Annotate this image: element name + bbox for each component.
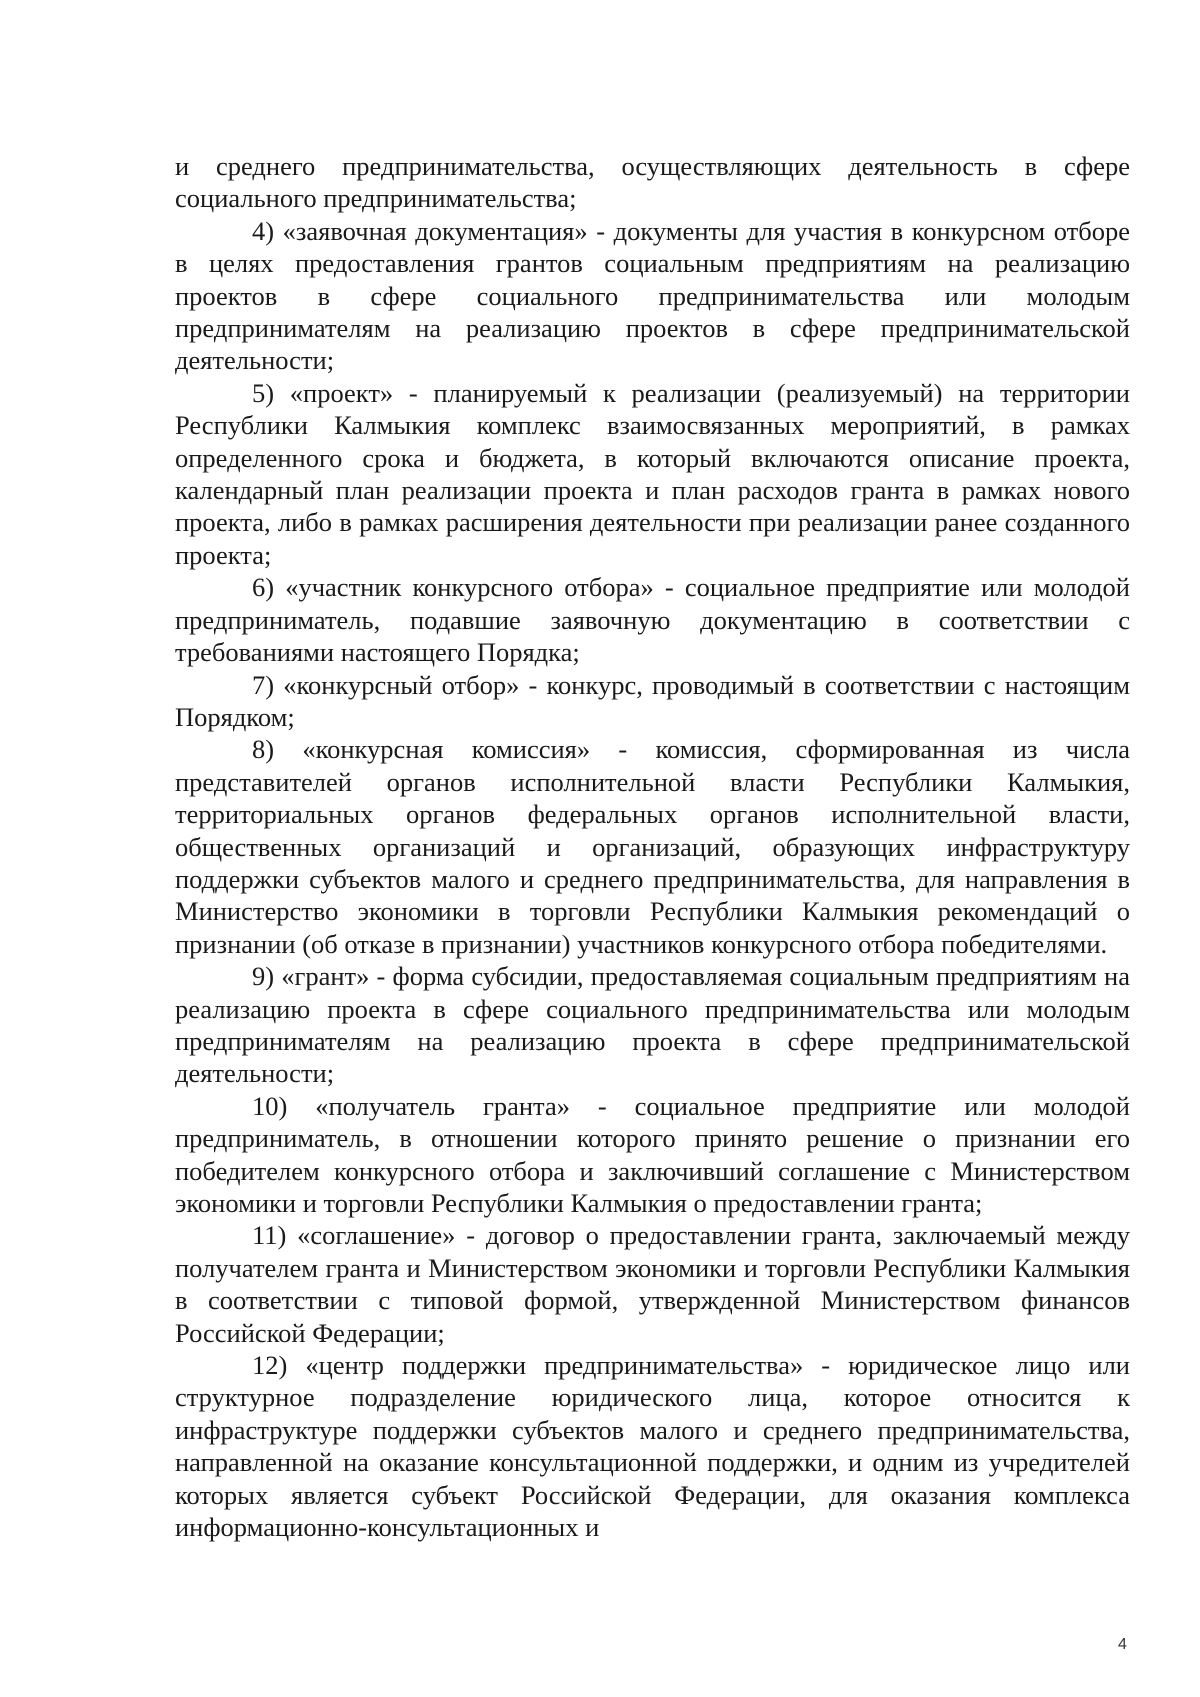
paragraph-item-12: 12) «центр поддержки предпринимательства» - юридическое лицо или структурное подразделение юридического лица, которое относится к инфраструктуре поддержки субъектов малого и среднего предпринимательства, направленной на оказание консультационной поддержки, и одним из учредителей которых является субъект Российской Федерации, для оказания комплекса информационно-консультационных и: [175, 1350, 1130, 1543]
paragraph-continuation: и среднего предпринимательства, осуществляющих деятельность в сфере социального предпринимательства;: [175, 151, 1130, 214]
document-body: [175, 150, 1130, 1543]
paragraph-item-5: 5) «проект» - планируемый к реализации (реализуемый) на территории Республики Калмыкия комплекс взаимосвязанных мероприятий, в рамках определенного срока и бюджета, в который включаются описание проекта, календарный план реализации проекта и план расходов гранта в рамках нового проекта, либо в рамках расширения деятельности при реализации ранее созданного проекта;: [175, 377, 1130, 570]
paragraph-item-10: 10) «получатель гранта» - социальное предприятие или молодой предприниматель, в отношении которого принято решение о признании его победителем конкурсного отбора и заключивший соглашение с Министерством экономики и торговли Республики Калмыкия о предоставлении гранта;: [175, 1090, 1130, 1218]
paragraph-item-11: 11) «соглашение» - договор о предоставлении гранта, заключаемый между получателем гранта и Министерством экономики и торговли Республики Калмыкия в соответствии с типовой формой, утвержденной Министерством финансов Российской Федерации;: [175, 1220, 1130, 1348]
paragraph-item-9: 9) «грант» - форма субсидии, предоставляемая социальным предприятиям на реализацию проекта в сфере социального предпринимательства или молодым предпринимателям на реализацию проекта в сфере предпринимательской деятельности;: [175, 961, 1130, 1089]
paragraph-item-4: 4) «заявочная документация» - документы для участия в конкурсном отборе в целях предоставления грантов социальным предприятиям на реализацию проектов в сфере социального предпринимательства или молодым предпринимателям на реализацию проектов в сфере предпринимательской деятельности;: [175, 215, 1130, 376]
paragraph-item-8: 8) «конкурсная комиссия» - комиссия, сформированная из числа представителей органов исполнительной власти Республики Калмыкия, территориальных органов федеральных органов исполнительной власти, общественных организаций и организаций, образующих инфраструктуру поддержки субъектов малого и среднего предпринимательства, для направления в Министерство экономики в торговли Республики Калмыкия рекомендаций о признании (об отказе в признании) участников конкурсного отбора победителями.: [175, 734, 1130, 959]
page-number: 4: [1118, 1636, 1127, 1653]
paragraph-item-6: 6) «участник конкурсного отбора» - социальное предприятие или молодой предприниматель, подавшие заявочную документацию в соответствии с требованиями настоящего Порядка;: [175, 572, 1130, 668]
paragraph-item-7: 7) «конкурсный отбор» - конкурс, проводимый в соответствии с настоящим Порядком;: [175, 669, 1130, 732]
